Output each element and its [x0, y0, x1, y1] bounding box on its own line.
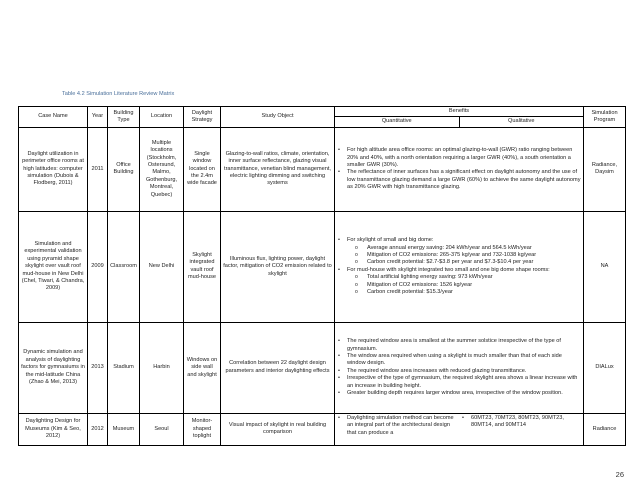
study-object-cell: Visual impact of skylight in real building comparison — [221, 413, 335, 445]
benefit-item: • Daylighting simulation method can become an integral part of the architectural design that can produce a — [347, 415, 457, 437]
benefits-cell — [335, 413, 584, 445]
benefit-item — [347, 267, 581, 297]
benefit-item: • The required window area is smallest at the summer solstice irrespective of the type of gymnasium. — [347, 338, 581, 353]
benefit-item: • 60MT23, 70MT23, 80MT23, 90MT23, 80MT14, and 90MT14 — [471, 415, 581, 430]
sub-benefit-item: o Mitigation of CO2 emissions: 265-375 kg/year and 732-1038 kg/year — [367, 252, 581, 259]
sub-benefit-item: o Mitigation of CO2 emissions: 1526 kg/year — [367, 282, 581, 289]
benefit-item: • The window area required when using a skylight is much smaller than that of each side window design. — [347, 353, 581, 368]
case-name-cell: Dynamic simulation and analysis of daylighting factors for gymnasiums in the mid-latitude China (Zhao & Mei, 2013) — [19, 322, 88, 413]
header-benefits: Benefits — [335, 107, 584, 117]
sub-benefit-item: o Carbon credit potential: $2.7-$3.8 per year and $7.3-$10.4 per year — [367, 259, 581, 266]
table-row — [19, 211, 626, 322]
header-year: Year — [88, 107, 108, 128]
sub-benefit-item: o Total artificial lighting energy saving: 973 kWh/year — [367, 274, 581, 281]
building-type-cell: Stadium — [108, 322, 140, 413]
strategy-cell: Single window located on the 2.4m wide facade — [184, 127, 221, 211]
header-location: Location — [140, 107, 184, 128]
table-row — [19, 322, 626, 413]
header-benefits-split — [335, 117, 584, 127]
sub-benefit-item: o Carbon credit potential: $15.3/year — [367, 289, 581, 296]
page-number: 26 — [615, 470, 624, 479]
header-row — [19, 107, 626, 117]
benefit-text: For mud-house with skylight integrated two small and one big dome shape rooms: — [347, 266, 550, 273]
benefit-item: • Greater building depth requires larger window area, irrespective of the window position. — [347, 390, 581, 397]
literature-review-table — [18, 106, 626, 446]
case-name-cell: Daylighting Design for Museums (Kim & Seo, 2012) — [19, 413, 88, 445]
study-object-cell: Illuminous flux, lighting power, daylight factor, mitigation of CO2 emission related to skylight — [221, 211, 335, 322]
building-type-cell: Office Building — [108, 127, 140, 211]
year-cell: 2011 — [88, 127, 108, 211]
benefit-item: • Irrespective of the type of gymnasium, the required skylight area shows a linear increase with an increase in building height. — [347, 375, 581, 390]
header-qualitative: Qualitative — [508, 118, 535, 125]
location-cell: New Delhi — [140, 211, 184, 322]
table-caption: Table 4.2 Simulation Literature Review Matrix — [62, 91, 175, 97]
building-type-cell: Museum — [108, 413, 140, 445]
program-cell: DIALux — [584, 322, 626, 413]
header-daylight-strategy: Daylight Strategy — [184, 107, 221, 128]
benefits-cell — [335, 322, 584, 413]
location-cell: Harbin — [140, 322, 184, 413]
benefit-text: For skylight of small and big dome: — [347, 237, 434, 244]
location-cell: Multiple locations (Stockholm, Ostersund, Malmo, Gothenburg, Montreal, Quebec) — [140, 127, 184, 211]
study-object-cell: Glazing-to-wall ratios, climate, orientation, inner surface reflectance, glazing visual transmittance, venetian blind management, electric lighting dimming and switching systems — [221, 127, 335, 211]
program-cell: Radiance, Daysim — [584, 127, 626, 211]
benefit-item: • For high altitude area office rooms: an optimal glazing-to-wall (GWR) ratio ranging between 20% and 40%, with a north orientation requiring a larger GWR (40%), a south orientation a smaller GWR (30%). — [347, 147, 581, 169]
benefit-right — [459, 414, 583, 438]
year-cell: 2009 — [88, 211, 108, 322]
benefits-cell — [335, 127, 584, 211]
year-cell: 2013 — [88, 322, 108, 413]
header-building-type: Building Type — [108, 107, 140, 128]
program-cell: Radiance — [584, 413, 626, 445]
year-cell: 2012 — [88, 413, 108, 445]
study-object-cell: Correlation between 22 daylight design parameters and interior daylighting effects — [221, 322, 335, 413]
sub-benefit-item: o Average annual energy saving: 204 kWh/year and 564.5 kWh/year — [367, 245, 581, 252]
benefits-cell — [335, 211, 584, 322]
table-row — [19, 413, 626, 445]
building-type-cell: Classroom — [108, 211, 140, 322]
table-row — [19, 127, 626, 211]
location-cell: Seoul — [140, 413, 184, 445]
case-name-cell: Simulation and experimental validation using pyramid shape skylight over vault roof mud-house in New Delhi (Chel, Tiwari, & Chandra, 2009) — [19, 211, 88, 322]
strategy-cell: Monitor-shaped toplight — [184, 413, 221, 445]
strategy-cell: Skylight integrated vault roof mud-house — [184, 211, 221, 322]
benefit-item: • The required window area increases with reduced glazing transmittance. — [347, 368, 581, 375]
case-name-cell: Daylight utilization in perimeter office rooms at high latitudes: computer simulation (Dubois & Flodberg, 2011) — [19, 127, 88, 211]
program-cell: NA — [584, 211, 626, 322]
header-quantitative: Quantitative — [335, 117, 460, 126]
benefit-left — [335, 414, 459, 438]
header-study-object: Study Object — [221, 107, 335, 128]
strategy-cell: Windows on side wall and skylight — [184, 322, 221, 413]
header-simulation-program: Simulation Program — [584, 107, 626, 128]
header-case-name: Case Name — [19, 107, 88, 128]
benefit-item — [347, 237, 581, 267]
benefit-item: • The reflectance of inner surfaces has a significant effect on daylight autonomy and the use of low transmittance glazing demand a large GWR (60%) to achieve the same daylight autonomy as 20% GWR with high transmittance glazing. — [347, 169, 581, 191]
